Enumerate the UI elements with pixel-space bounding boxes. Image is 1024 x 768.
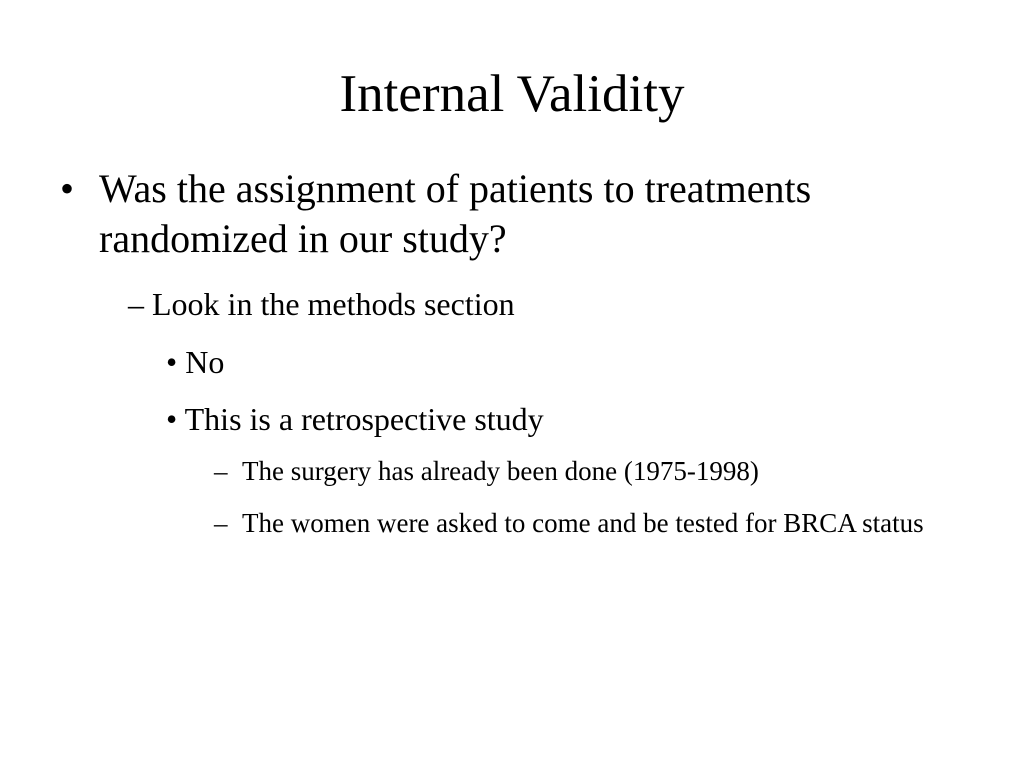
bullet-level-3: [166, 398, 966, 440]
slide-title: Internal Validity: [339, 65, 685, 123]
bullet-level-2: [128, 283, 948, 325]
bullet-text: Look in the methods section: [152, 286, 515, 322]
bullet-text: Was the assignment of patients to treatments randomized in our study?: [99, 166, 812, 261]
bullet-marker: –: [214, 456, 228, 486]
bullet-marker: •: [166, 344, 178, 380]
bullet-text: The women were asked to come and be tested for BRCA status: [242, 508, 924, 538]
bullet-marker: –: [128, 286, 144, 322]
bullet-text: The surgery has already been done (1975-1998): [242, 456, 759, 486]
bullet-level-3: [166, 341, 966, 383]
bullet-level-1: [60, 164, 960, 264]
bullet-marker: –: [214, 508, 228, 538]
bullet-text: This is a retrospective study: [184, 401, 544, 437]
bullet-marker: •: [60, 166, 75, 211]
bullet-marker: •: [166, 401, 178, 437]
bullet-text: No: [185, 344, 225, 380]
bullet-level-4: [214, 452, 954, 490]
bullet-level-4: [214, 504, 954, 542]
